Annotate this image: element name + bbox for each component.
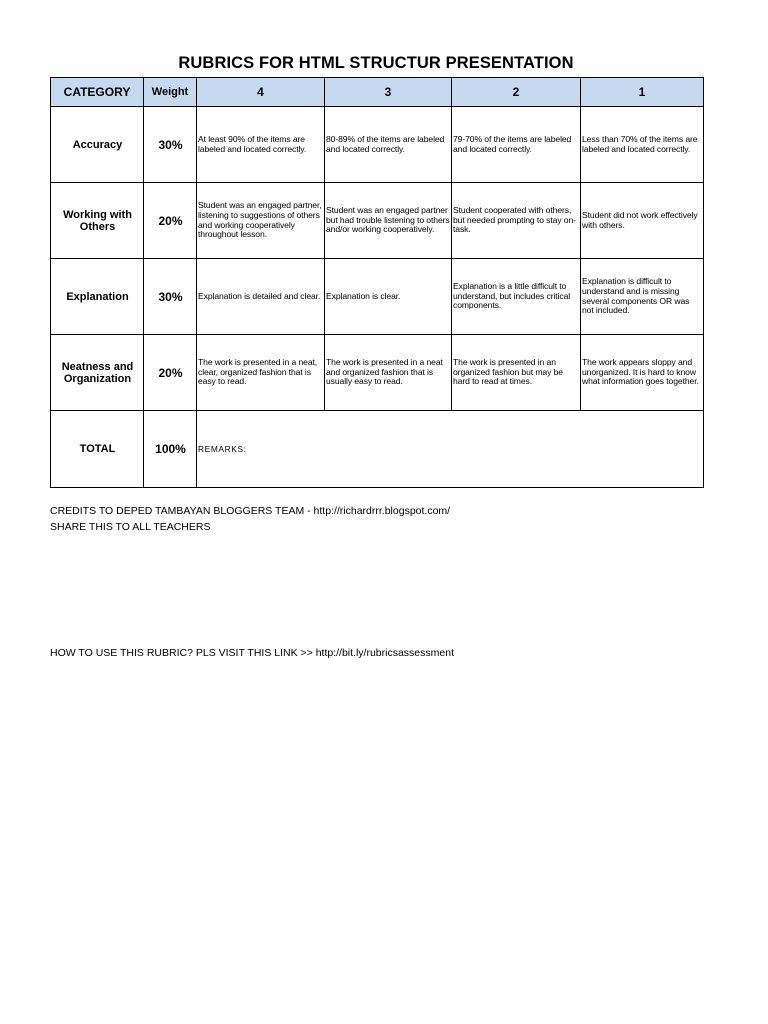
header-score-2: 2 [452,78,581,107]
page-title: RUBRICS FOR HTML STRUCTUR PRESENTATION [178,54,574,72]
weight-cell: 20% [144,183,197,259]
table-row-neatness [51,335,704,411]
header-score-3: 3 [325,78,452,107]
score-4-cell: Student was an engaged partner, listening to suggestions of others and working cooperatively throughout lesson. [197,183,325,259]
score-3-cell: Student was an engaged partner but had trouble listening to others and/or working cooperatively. [325,183,452,259]
weight-cell: 20% [144,335,197,411]
category-cell: Neatness and Organization [51,335,144,411]
score-4-cell: Explanation is detailed and clear. [197,259,325,335]
category-cell: Working with Others [51,183,144,259]
header-category: CATEGORY [51,78,144,107]
score-2-cell: The work is presented in an organized fashion but may be hard to read at times. [452,335,581,411]
score-4-cell: At least 90% of the items are labeled and located correctly. [197,107,325,183]
rubric-table [50,77,704,488]
header-row [51,78,704,107]
score-1-cell: The work appears sloppy and unorganized. It is hard to know what information goes together. [581,335,704,411]
weight-cell: 30% [144,259,197,335]
share-note: SHARE THIS TO ALL TEACHERS [50,521,211,533]
total-weight: 100% [144,411,197,488]
score-2-cell: 79-70% of the items are labeled and located correctly. [452,107,581,183]
table-row-accuracy [51,107,704,183]
table-row-explanation [51,259,704,335]
remarks-cell: REMARKS: [197,411,704,488]
header-weight: Weight [144,78,197,107]
score-1-cell: Less than 70% of the items are labeled and located correctly. [581,107,704,183]
weight-cell: 30% [144,107,197,183]
header-score-4: 4 [197,78,325,107]
table-row-working-with-others [51,183,704,259]
category-cell: Accuracy [51,107,144,183]
credits-note: CREDITS TO DEPED TAMBAYAN BLOGGERS TEAM - http://richardrrr.blogspot.com/ [50,505,451,517]
score-2-cell: Explanation is a little difficult to understand, but includes critical components. [452,259,581,335]
score-3-cell: Explanation is clear. [325,259,452,335]
category-cell: Explanation [51,259,144,335]
score-4-cell: The work is presented in a neat, clear, organized fashion that is easy to read. [197,335,325,411]
score-1-cell: Explanation is difficult to understand and is missing several components OR was not included. [581,259,704,335]
score-3-cell: 80-89% of the items are labeled and located correctly. [325,107,452,183]
score-2-cell: Student cooperated with others, but needed prompting to stay on-task. [452,183,581,259]
howto-note: HOW TO USE THIS RUBRIC? PLS VISIT THIS LINK >> http://bit.ly/rubricsassessment [50,647,454,659]
table-row-total [51,411,704,488]
score-1-cell: Student did not work effectively with others. [581,183,704,259]
header-score-1: 1 [581,78,704,107]
total-label: TOTAL [51,411,144,488]
score-3-cell: The work is presented in a neat and organized fashion that is usually easy to read. [325,335,452,411]
